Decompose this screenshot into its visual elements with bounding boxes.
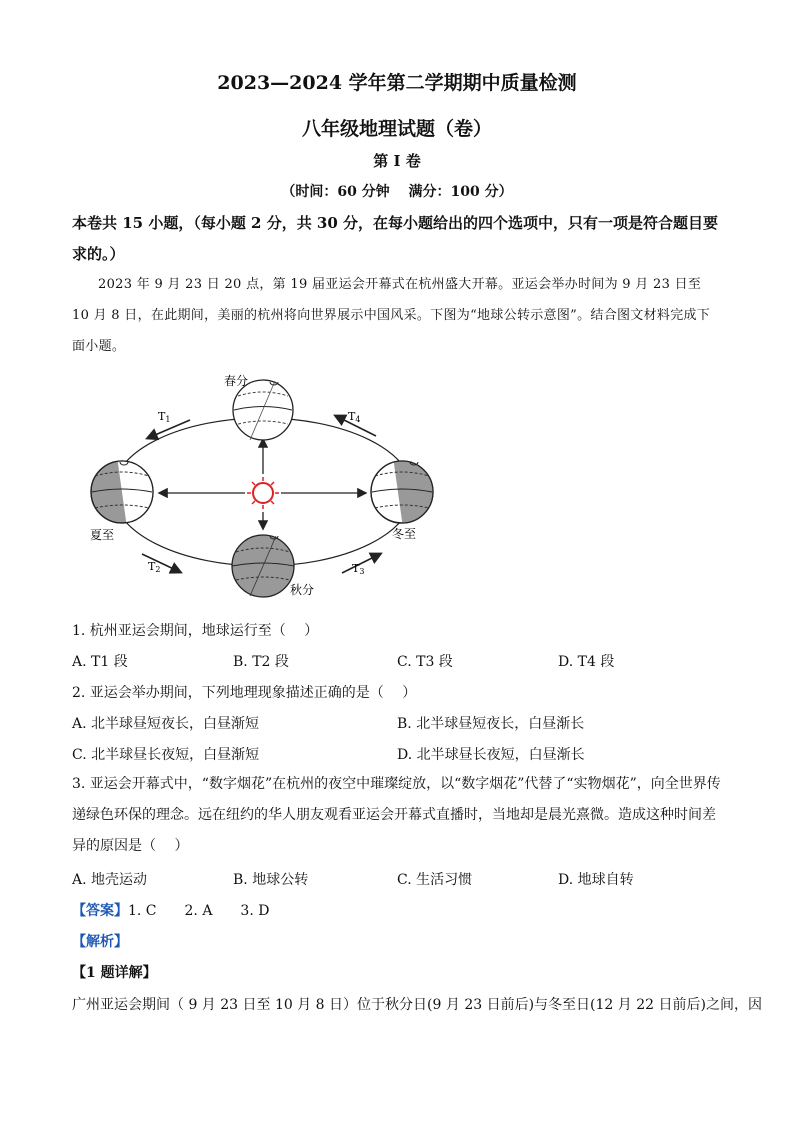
label-spring: 春分 [224, 374, 249, 388]
q2-option-a[interactable]: A. 北半球昼短夜长，白昼渐短 [72, 716, 260, 732]
q2-option-d[interactable]: D. 北半球昼长夜短，白昼渐长 [397, 747, 585, 763]
label-winter: 冬至 [392, 527, 417, 541]
q1-option-d[interactable]: D. T4 段 [558, 654, 615, 670]
part-label: 第 I 卷 [373, 152, 421, 170]
q1-option-a[interactable]: A. T1 段 [72, 654, 128, 670]
detail-text: 广州亚运会期间（ 9 月 23 日至 10 月 8 日）位于秋分日(9 月 23 日前后)与冬至日(12 月 22 日前后)之间，因 [72, 997, 762, 1013]
label-t4: T4 [348, 410, 361, 424]
exam-title: 2023—2024 学年第二学期期中质量检测 [217, 72, 577, 94]
exam-subtitle: 八年级地理试题（卷） [301, 118, 492, 140]
label-t2: T2 [148, 560, 161, 574]
label-autumn: 秋分 [290, 583, 315, 597]
answer-line [72, 900, 269, 920]
q2-option-c[interactable]: C. 北半球昼长夜短，白昼渐短 [72, 747, 260, 763]
q2-option-b[interactable]: B. 北半球昼短夜长，白昼渐长 [397, 716, 585, 732]
q3-option-d[interactable]: D. 地球自转 [558, 872, 634, 888]
label-t1: T1 [158, 410, 171, 424]
time-info: （时间：60 分钟 满分：100 分） [281, 184, 513, 200]
question-2-stem: 2. 亚运会举办期间，下列地理现象描述正确的是（ ） [72, 685, 417, 701]
detail-tag: 【1 题详解】 [72, 965, 157, 981]
answer-tag: 【答案】 [72, 903, 128, 919]
earth-summer [91, 453, 167, 528]
answer-text: 1. C 2. A 3. D [128, 903, 270, 919]
q3-option-c[interactable]: C. 生活习惯 [397, 872, 473, 888]
q1-option-b[interactable]: B. T2 段 [233, 654, 289, 670]
instructions: 本卷共 15 小题，（每小题 2 分，共 30 分，在每小题给出的四个选项中，只有一项是符合题目要求的。） [72, 214, 719, 263]
earth-autumn [232, 535, 294, 597]
earth-spring [233, 380, 293, 440]
question-3-stem: 3. 亚运会开幕式中，“数字烟花”在杭州的夜空中璀璨绽放，以“数字烟花”代替了“实物烟花”，向全世界传递绿色环保的理念。远在纽约的华人朋友观看亚运会开幕式直播时，当地却是晨光熹微。造成这种时间差异的原因是（ ） [72, 776, 721, 854]
label-summer: 夏至 [90, 528, 115, 542]
question-1-stem: 1. 杭州亚运会期间，地球运行至（ ） [72, 623, 319, 639]
analysis-tag: 【解析】 [72, 934, 128, 950]
earth-revolution-diagram [80, 368, 450, 603]
sun-icon [247, 477, 279, 509]
earth-winter [371, 453, 443, 528]
label-t3: T3 [352, 562, 365, 576]
q1-option-c[interactable]: C. T3 段 [397, 654, 453, 670]
q3-option-b[interactable]: B. 地球公转 [233, 872, 309, 888]
q3-option-a[interactable]: A. 地壳运动 [72, 872, 148, 888]
intro-paragraph: 2023 年 9 月 23 日 20 点，第 19 届亚运会开幕式在杭州盛大开幕。亚运会举办时间为 9 月 23 日至 10 月 8 日，在此期间，美丽的杭州将向世界展示中国风采。下图为“地球公转示意图”。结合图文材料完成下面小题。 [72, 277, 711, 354]
